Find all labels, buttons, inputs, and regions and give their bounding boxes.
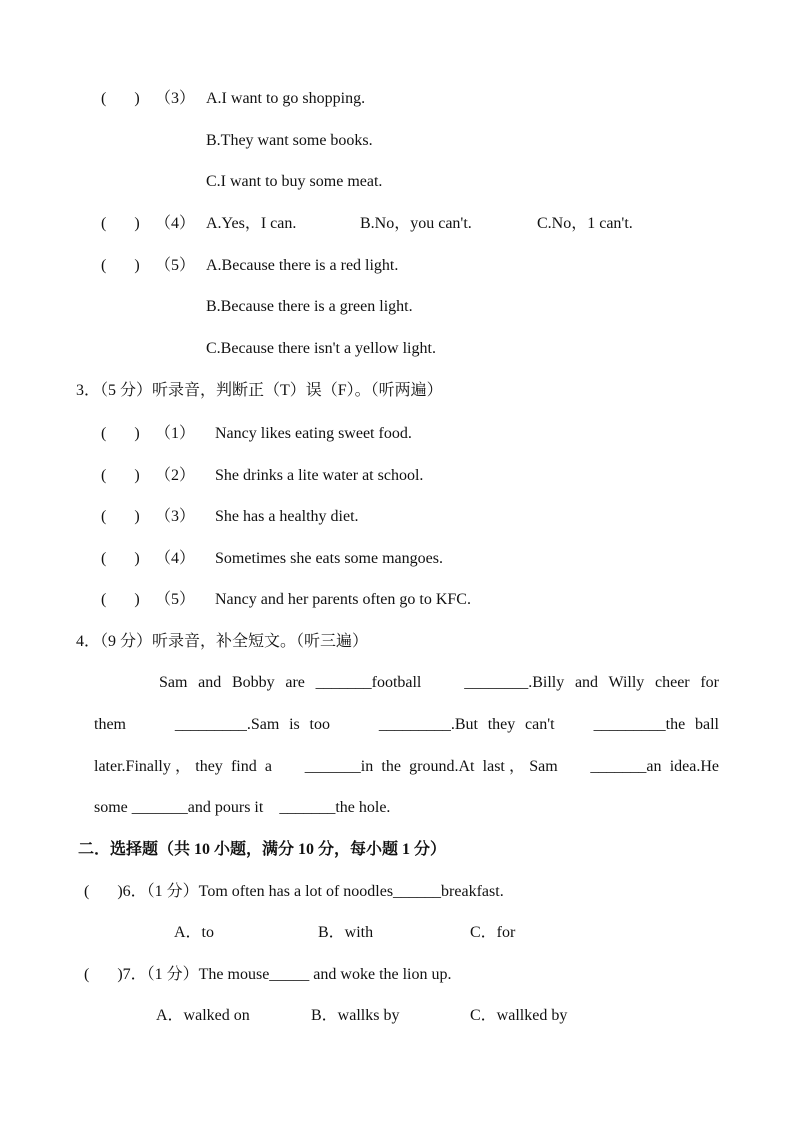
q6-option-b: B．with <box>318 924 374 941</box>
q6-stem: ( )6．（1 分）Tom often has a lot of noodles______breakfast. <box>84 883 504 900</box>
q3-item1-text: Nancy likes eating sweet food. <box>215 425 412 442</box>
q3-item1-bracket[interactable]: ( ) <box>101 425 140 442</box>
q3-item2-number: （2） <box>155 467 196 484</box>
q4-passage-line-4: some _______and pours it _______the hole. <box>94 799 391 816</box>
q2-item4-number: （4） <box>155 215 196 232</box>
q6-option-c: C．for <box>470 924 516 941</box>
q3-item4-number: （4） <box>155 550 196 567</box>
q3-heading: 3．（5 分）听录音，判断正（T）误（F）。（听两遍） <box>76 382 443 399</box>
q2-item5-number: （5） <box>155 257 196 274</box>
q2-item3-number: （3） <box>155 90 196 107</box>
q2-item5-option-b: B.Because there is a green light. <box>206 298 413 315</box>
q3-item1-number: （1） <box>155 425 196 442</box>
q2-item5-bracket[interactable]: ( ) <box>101 257 140 274</box>
q3-item2-text: She drinks a lite water at school. <box>215 467 424 484</box>
q2-item3-option-c: C.I want to buy some meat. <box>206 173 383 190</box>
q3-item5-number: （5） <box>155 591 196 608</box>
q2-item4-option-b: B.No，you can't. <box>360 215 472 232</box>
q7-option-a: A．walked on <box>156 1007 250 1024</box>
q2-item4-option-c: C.No，1 can't. <box>537 215 633 232</box>
q2-item5-option-c: C.Because there isn't a yellow light. <box>206 340 436 357</box>
q3-item3-text: She has a healthy diet. <box>215 508 359 525</box>
q3-item5-text: Nancy and her parents often go to KFC. <box>215 591 471 608</box>
q2-item5-option-a: A.Because there is a red light. <box>206 257 399 274</box>
q7-stem: ( )7．（1 分）The mouse_____ and woke the lion up. <box>84 966 452 983</box>
q7-option-c: C．wallked by <box>470 1007 568 1024</box>
q3-item4-text: Sometimes she eats some mangoes. <box>215 550 443 567</box>
q4-passage-line-2: them _________.Sam is too _________.But they can't _________the ball <box>94 716 719 733</box>
q4-passage-line-1: Sam and Bobby are _______football ________.Billy and Willy cheer for <box>159 674 719 691</box>
q2-item3-option-a: A.I want to go shopping. <box>206 90 366 107</box>
q2-item4-bracket[interactable]: ( ) <box>101 215 140 232</box>
q3-item3-number: （3） <box>155 508 196 525</box>
q3-item3-bracket[interactable]: ( ) <box>101 508 140 525</box>
section2-heading: 二．选择题（共 10 小题，满分 10 分，每小题 1 分） <box>78 841 447 858</box>
q7-option-b: B．wallks by <box>311 1007 400 1024</box>
q3-item5-bracket[interactable]: ( ) <box>101 591 140 608</box>
q4-passage-line-3: later.Finally，they find a _______in the ground.At last，Sam _______an idea.He <box>94 758 720 775</box>
q3-item2-bracket[interactable]: ( ) <box>101 467 140 484</box>
q4-heading: 4．（9 分）听录音，补全短文。（听三遍） <box>76 633 369 650</box>
q2-item3-option-b: B.They want some books. <box>206 132 373 149</box>
q2-item3-bracket[interactable]: ( ) <box>101 90 140 107</box>
q2-item4-option-a: A.Yes，I can. <box>206 215 297 232</box>
q3-item4-bracket[interactable]: ( ) <box>101 550 140 567</box>
q6-option-a: A．to <box>174 924 215 941</box>
